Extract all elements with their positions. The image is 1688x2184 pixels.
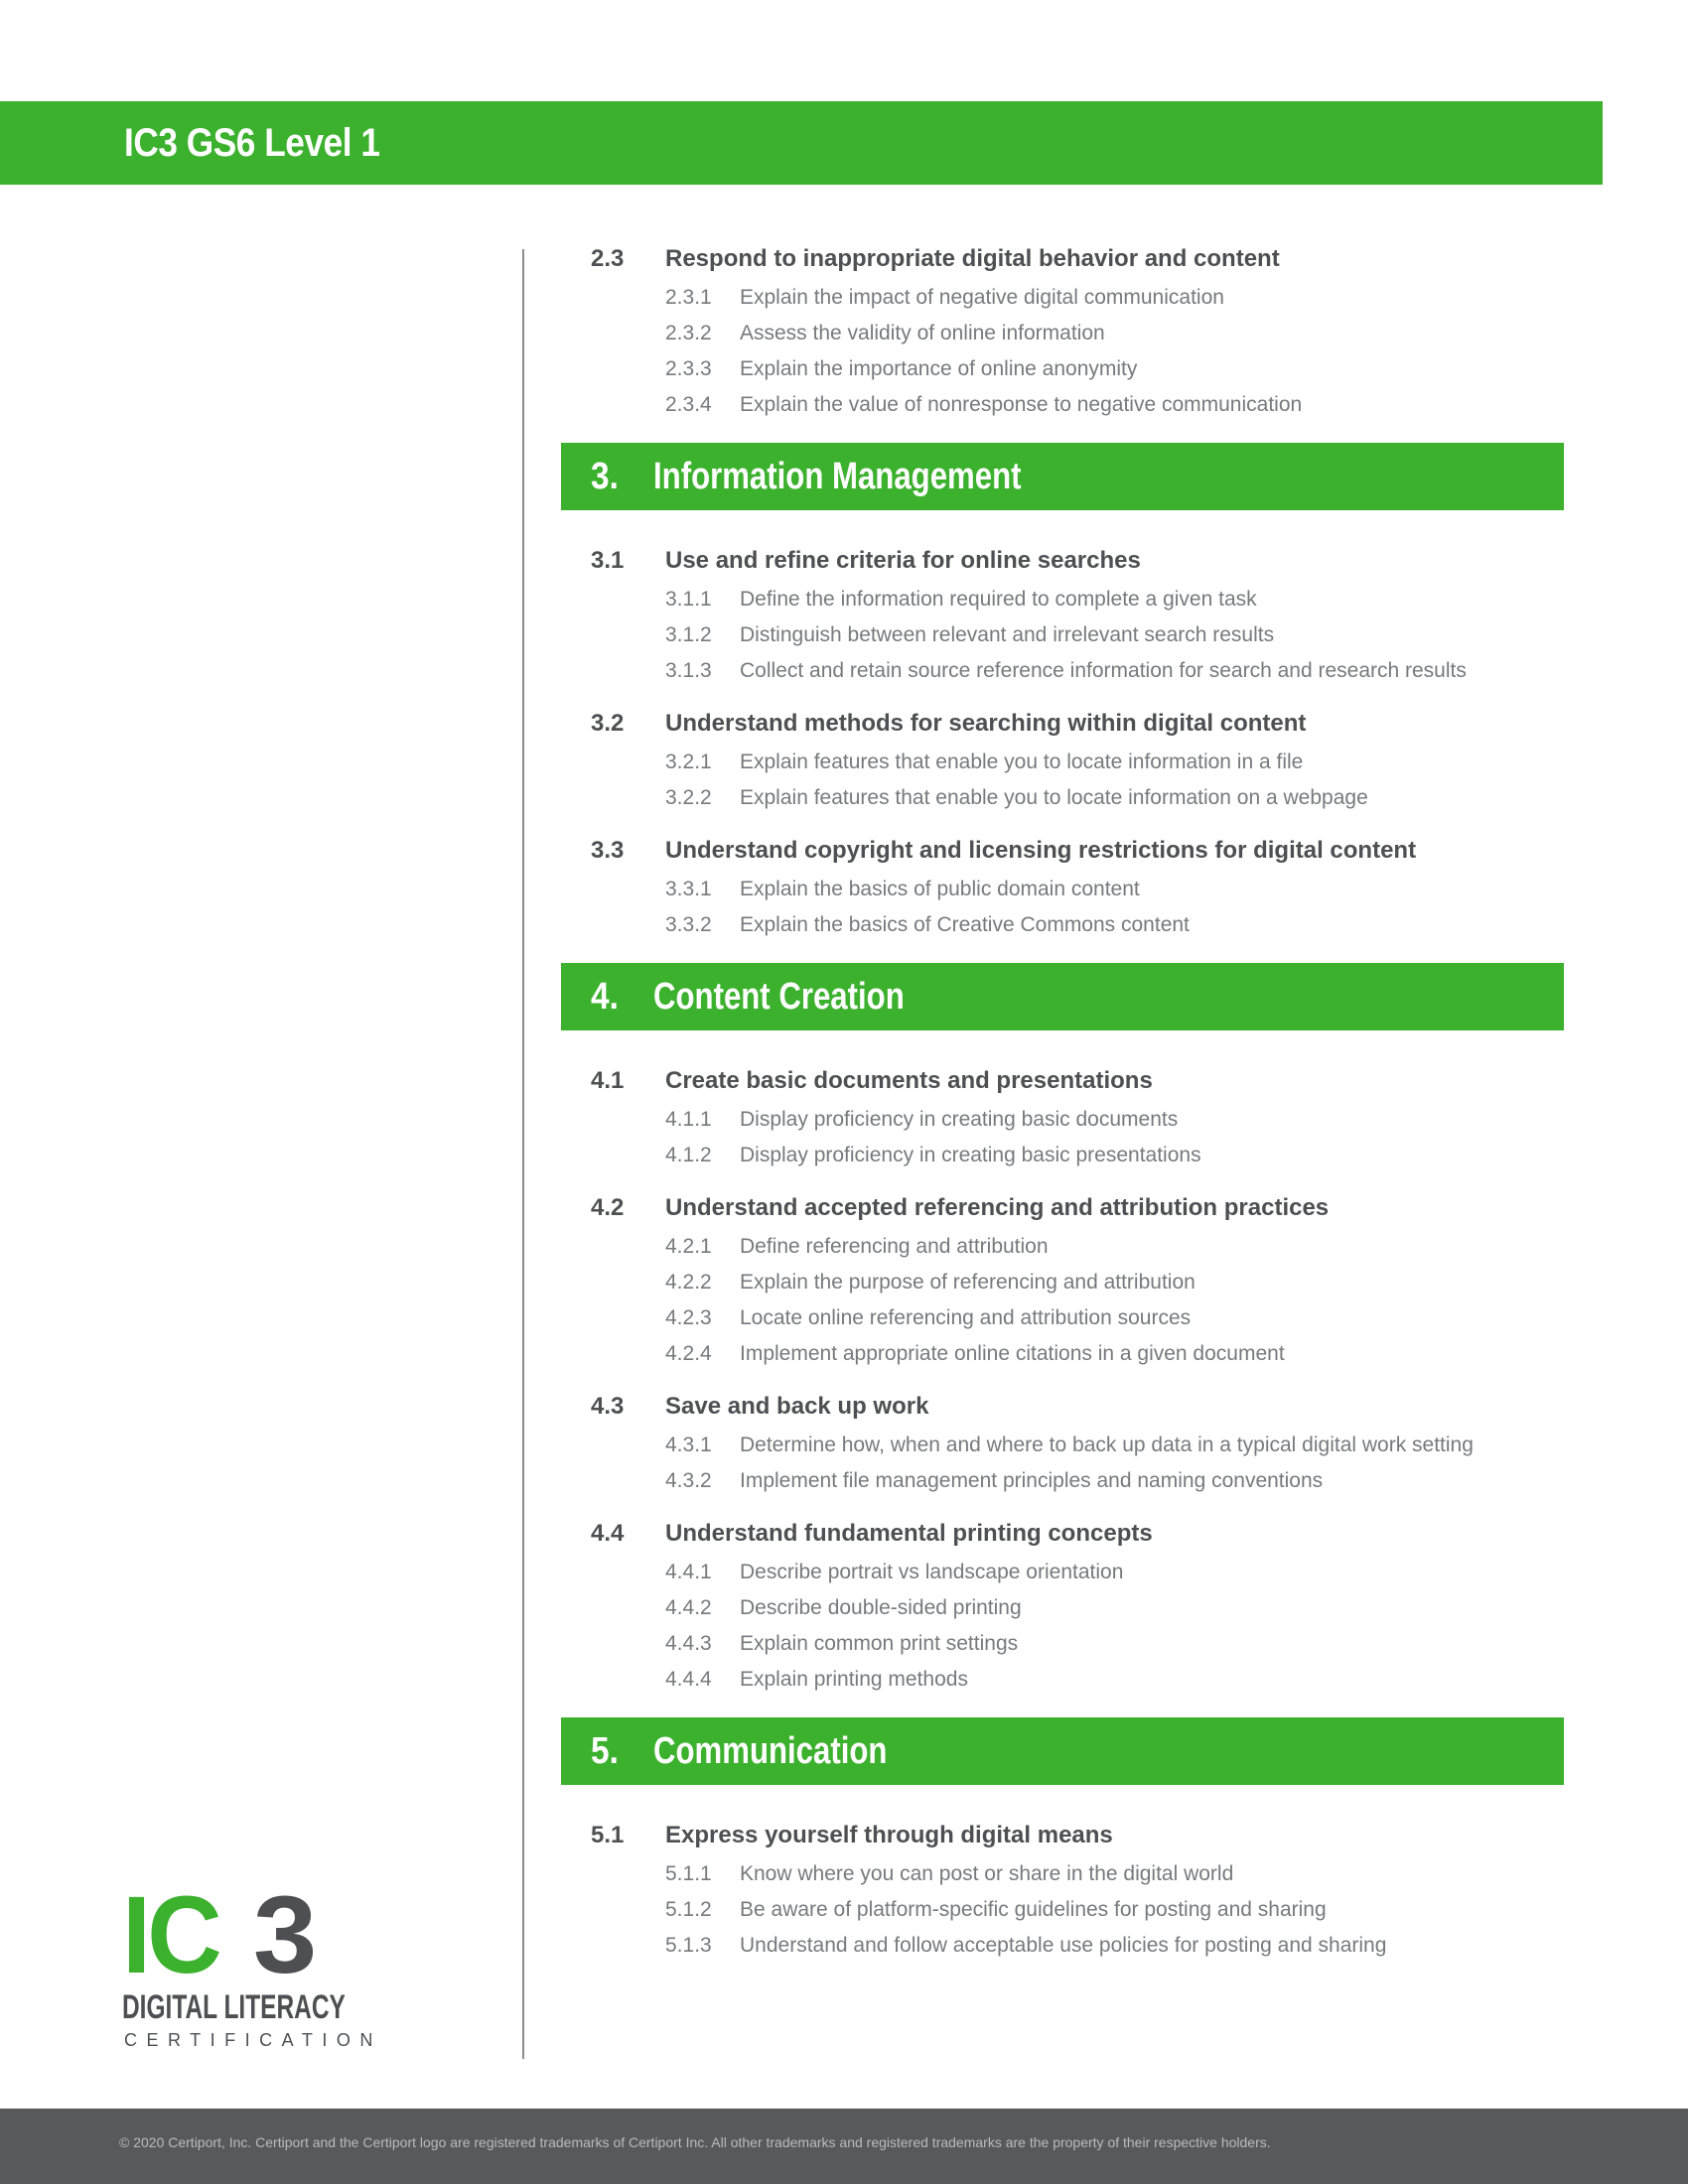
vertical-divider bbox=[522, 249, 524, 2059]
sub-objective-number: 3.2.2 bbox=[665, 786, 712, 809]
sub-objective-text: Implement appropriate online citations in a given document bbox=[740, 1342, 1285, 1365]
section-title: Information Management bbox=[653, 456, 1022, 497]
objective-heading bbox=[561, 1513, 1564, 1555]
sub-objective bbox=[561, 280, 1564, 316]
logo-ic-text: IC bbox=[122, 1874, 218, 1996]
sub-objective bbox=[561, 387, 1564, 423]
sub-objective-text: Describe double-sided printing bbox=[740, 1596, 1022, 1619]
objective-heading bbox=[561, 1815, 1564, 1856]
sub-objective bbox=[561, 1928, 1564, 1964]
logo-mark bbox=[122, 1874, 360, 1996]
sub-objective-text: Explain the impact of negative digital communication bbox=[740, 286, 1224, 309]
objective-heading bbox=[561, 540, 1564, 582]
objective-number: 3.1 bbox=[591, 547, 625, 574]
sub-objective-number: 4.4.2 bbox=[665, 1596, 712, 1619]
logo-certification: CERTIFICATION bbox=[124, 2030, 382, 2050]
objective-heading bbox=[561, 1060, 1564, 1102]
sub-objective-number: 2.3.1 bbox=[665, 286, 712, 309]
objective-number: 4.4 bbox=[591, 1520, 625, 1547]
sub-objective-number: 3.2.1 bbox=[665, 751, 712, 773]
objective-number: 4.1 bbox=[591, 1067, 625, 1094]
objective-heading bbox=[561, 238, 1564, 280]
sub-objective-text: Understand and follow acceptable use policies for posting and sharing bbox=[740, 1934, 1387, 1957]
sub-objective-text: Explain common print settings bbox=[740, 1632, 1019, 1655]
section-title: Content Creation bbox=[653, 976, 905, 1018]
objective bbox=[561, 1513, 1564, 1698]
sub-objective-number: 4.1.1 bbox=[665, 1108, 712, 1131]
sub-objective-number: 4.2.1 bbox=[665, 1235, 712, 1258]
objective-title: Respond to inappropriate digital behavior and content bbox=[665, 245, 1280, 272]
sub-objective-text: Explain the purpose of referencing and attribution bbox=[740, 1271, 1196, 1294]
objective-number: 3.3 bbox=[591, 837, 625, 864]
sub-objective-text: Display proficiency in creating basic documents bbox=[740, 1108, 1179, 1131]
sub-objective bbox=[561, 351, 1564, 387]
section-number: 4. bbox=[591, 976, 619, 1018]
sub-objective-text: Define the information required to complete a given task bbox=[740, 588, 1257, 611]
sub-objective-number: 4.2.4 bbox=[665, 1342, 712, 1365]
objective bbox=[561, 703, 1564, 816]
sub-objective bbox=[561, 1229, 1564, 1265]
objective-number: 4.2 bbox=[591, 1194, 625, 1221]
objective-title: Understand fundamental printing concepts bbox=[665, 1520, 1153, 1547]
section-title: Communication bbox=[653, 1730, 888, 1772]
sub-objective-number: 3.1.1 bbox=[665, 588, 712, 611]
sub-objective-number: 4.3.1 bbox=[665, 1433, 712, 1456]
sub-objective-number: 4.3.2 bbox=[665, 1469, 712, 1492]
sub-objective-text: Explain features that enable you to locate information on a webpage bbox=[740, 786, 1368, 809]
sub-objective bbox=[561, 1555, 1564, 1590]
sub-objective bbox=[561, 1428, 1564, 1463]
objective-title: Use and refine criteria for online searches bbox=[665, 547, 1141, 574]
objective-heading bbox=[561, 1187, 1564, 1229]
sub-objective bbox=[561, 1102, 1564, 1138]
objective-number: 2.3 bbox=[591, 245, 625, 272]
logo-digital-literacy: DIGITAL LITERACY bbox=[122, 1988, 346, 2026]
objective-title: Create basic documents and presentations bbox=[665, 1067, 1153, 1094]
sub-objective-text: Explain printing methods bbox=[740, 1668, 968, 1691]
sub-objective bbox=[561, 1662, 1564, 1698]
sub-objective bbox=[561, 582, 1564, 617]
ic3-logo bbox=[122, 1874, 382, 2050]
sub-objective-number: 3.3.2 bbox=[665, 913, 712, 936]
section-header bbox=[561, 1717, 1564, 1785]
footer bbox=[0, 2109, 1688, 2184]
sub-objective bbox=[561, 872, 1564, 907]
header-bar bbox=[0, 101, 1603, 185]
sub-objective-text: Explain the importance of online anonymity bbox=[740, 357, 1138, 380]
sub-objective bbox=[561, 1626, 1564, 1662]
sub-objective bbox=[561, 745, 1564, 780]
objective-title: Understand copyright and licensing restrictions for digital content bbox=[665, 837, 1417, 864]
section-number: 5. bbox=[591, 1730, 619, 1772]
objective-title: Express yourself through digital means bbox=[665, 1822, 1113, 1848]
objective-heading bbox=[561, 1386, 1564, 1428]
objective bbox=[561, 830, 1564, 943]
sub-objective-number: 4.4.1 bbox=[665, 1561, 712, 1583]
logo-3-text: 3 bbox=[253, 1874, 318, 1996]
sub-objective-number: 4.1.2 bbox=[665, 1144, 712, 1166]
sub-objective bbox=[561, 316, 1564, 351]
sub-objective-number: 2.3.4 bbox=[665, 393, 712, 416]
objective-heading bbox=[561, 830, 1564, 872]
sub-objective-text: Explain features that enable you to locate information in a file bbox=[740, 751, 1304, 773]
sub-objective-text: Determine how, when and where to back up data in a typical digital work setting bbox=[740, 1433, 1474, 1456]
sub-objective-text: Define referencing and attribution bbox=[740, 1235, 1049, 1258]
footer-copyright: © 2020 Certiport, Inc. Certiport and the Certiport logo are registered trademarks of Certiport Inc. All other trademarks and registered trademarks are the property of their respective holders. bbox=[119, 2134, 1271, 2150]
sub-objective bbox=[561, 1300, 1564, 1336]
sub-objective bbox=[561, 617, 1564, 653]
sub-objective-text: Collect and retain source reference information for search and research results bbox=[740, 659, 1467, 682]
sub-objective-text: Know where you can post or share in the digital world bbox=[740, 1862, 1234, 1885]
objective-title: Understand methods for searching within digital content bbox=[665, 710, 1307, 737]
sub-objective-text: Locate online referencing and attribution sources bbox=[740, 1306, 1192, 1329]
sub-objective-number: 5.1.2 bbox=[665, 1898, 712, 1921]
sub-objective bbox=[561, 1892, 1564, 1928]
sub-objective-number: 3.1.2 bbox=[665, 623, 712, 646]
sub-objective-text: Explain the basics of public domain content bbox=[740, 878, 1140, 900]
sub-objective-number: 4.4.3 bbox=[665, 1632, 712, 1655]
sub-objective-number: 2.3.3 bbox=[665, 357, 712, 380]
sub-objective-number: 4.4.4 bbox=[665, 1668, 712, 1691]
objective bbox=[561, 1815, 1564, 1964]
objective bbox=[561, 540, 1564, 689]
sub-objective bbox=[561, 1590, 1564, 1626]
sub-objective-number: 3.1.3 bbox=[665, 659, 712, 682]
sub-objective-text: Distinguish between relevant and irrelevant search results bbox=[740, 623, 1275, 646]
sub-objective-number: 4.2.3 bbox=[665, 1306, 712, 1329]
sub-objective-text: Be aware of platform-specific guidelines for posting and sharing bbox=[740, 1898, 1327, 1921]
sub-objective-number: 2.3.2 bbox=[665, 322, 712, 344]
sub-objective bbox=[561, 1856, 1564, 1892]
objective-number: 3.2 bbox=[591, 710, 625, 737]
objective bbox=[561, 238, 1564, 423]
section-number: 3. bbox=[591, 456, 619, 497]
section-header bbox=[561, 963, 1564, 1030]
sub-objective-text: Assess the validity of online information bbox=[740, 322, 1105, 344]
sub-objective bbox=[561, 1138, 1564, 1173]
sub-objective-text: Describe portrait vs landscape orientation bbox=[740, 1561, 1124, 1583]
objective-number: 5.1 bbox=[591, 1822, 625, 1848]
sub-objective-number: 3.3.1 bbox=[665, 878, 712, 900]
sub-objective-text: Explain the value of nonresponse to negative communication bbox=[740, 393, 1303, 416]
objective-title: Save and back up work bbox=[665, 1393, 929, 1420]
sub-objective bbox=[561, 907, 1564, 943]
sub-objective-text: Display proficiency in creating basic presentations bbox=[740, 1144, 1201, 1166]
objective-title: Understand accepted referencing and attribution practices bbox=[665, 1194, 1330, 1221]
objectives-content bbox=[561, 238, 1564, 1978]
sub-objective bbox=[561, 1336, 1564, 1372]
sub-objective-number: 5.1.1 bbox=[665, 1862, 712, 1885]
section-header bbox=[561, 443, 1564, 510]
sub-objective bbox=[561, 1463, 1564, 1499]
sub-objective-text: Implement file management principles and naming conventions bbox=[740, 1469, 1324, 1492]
sub-objective-number: 4.2.2 bbox=[665, 1271, 712, 1294]
sub-objective bbox=[561, 1265, 1564, 1300]
sub-objective-text: Explain the basics of Creative Commons content bbox=[740, 913, 1190, 936]
objective bbox=[561, 1060, 1564, 1173]
page-title: IC3 GS6 Level 1 bbox=[124, 121, 380, 165]
sub-objective bbox=[561, 780, 1564, 816]
objective-heading bbox=[561, 703, 1564, 745]
sub-objective-number: 5.1.3 bbox=[665, 1934, 712, 1957]
objective bbox=[561, 1187, 1564, 1372]
objective bbox=[561, 1386, 1564, 1499]
objective-number: 4.3 bbox=[591, 1393, 625, 1420]
sub-objective bbox=[561, 653, 1564, 689]
